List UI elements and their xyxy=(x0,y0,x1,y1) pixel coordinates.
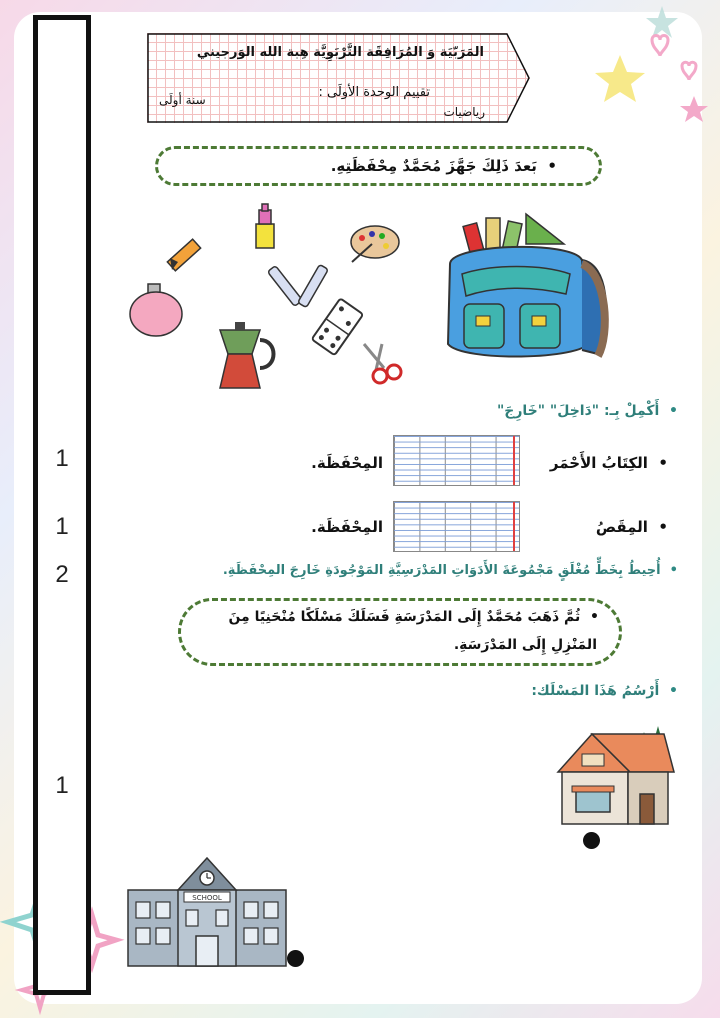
glue-icon xyxy=(256,204,274,248)
scissors-icon xyxy=(364,344,401,383)
pens-icon xyxy=(268,264,329,307)
q1-row1-item-label: الكِتَابُ الأَحْمَر xyxy=(549,454,648,472)
domino-icon xyxy=(312,298,364,355)
perfume-bottle-icon xyxy=(130,284,182,336)
question-2 xyxy=(223,563,678,578)
decorative-stars-icon xyxy=(590,0,720,130)
statement-2-line-1-label: ثُمَّ ذَهَبَ مُحَمَّدٌ إِلَى المَدْرَسَةِ فَسَلَكَ مَسْلَكًا مُنْحَنِيًا مِنَ xyxy=(228,609,581,625)
school-building-icon xyxy=(126,850,288,968)
pencil-icon xyxy=(167,239,200,271)
statement-1-text xyxy=(331,157,557,175)
palette-icon xyxy=(351,226,399,262)
score-q2: 2 xyxy=(55,561,69,588)
coffee-maker-icon xyxy=(220,322,274,388)
statement-2-line-1 xyxy=(228,609,599,625)
statement-2-box xyxy=(178,598,622,666)
eval-title: تقييم الوحدة الأولَى : xyxy=(318,85,430,100)
bullet-icon: • xyxy=(659,403,678,419)
header-box xyxy=(147,33,530,123)
score-q1-row2: 1 xyxy=(55,513,69,540)
q1-row1-answer-box[interactable] xyxy=(393,435,520,486)
statement-1-label: بَعدَ ذَلِكَ جَهَّزَ مُحَمَّدٌ مِحْفَظَتِهِ. xyxy=(330,157,537,175)
school-point-icon xyxy=(287,950,304,967)
bullet-icon: • xyxy=(660,563,678,578)
backpack-icon xyxy=(432,204,612,374)
bullet-icon: • xyxy=(659,683,678,699)
q1-row2-answer-box[interactable] xyxy=(393,501,520,552)
score-q3: 1 xyxy=(55,772,69,799)
question-3 xyxy=(531,683,678,699)
school-supplies-illustration xyxy=(120,198,420,393)
q1-row2-item-label: المِقَصُ xyxy=(595,518,648,536)
statement-2-line-2: المَنْزِلِ إِلَى المَدْرَسَةِ. xyxy=(453,637,597,653)
bullet-icon: • xyxy=(647,454,668,472)
bullet-icon: • xyxy=(580,609,599,625)
house-point-icon xyxy=(583,832,600,849)
statement-1-box xyxy=(155,146,602,186)
score-column xyxy=(33,15,91,995)
question-1-label: أَكْمِلْ بِـ: "دَاخِلَ" "خَارِجَ" xyxy=(496,403,660,419)
question-2-label: أُحِيطُ بِخَطٍّ مُغْلَقٍ مَجْمُوعَةَ الأَدَوَاتِ المَدْرَسِيَّةِ المَوْجُودَةِ خَارِجَ المِحْفَظَةِ. xyxy=(222,563,661,578)
bullet-icon: • xyxy=(536,157,557,175)
bullet-icon: • xyxy=(647,518,668,536)
q1-row2-item xyxy=(596,518,668,536)
q1-row1-item xyxy=(550,454,668,472)
q1-row1-suffix: المِحْفَظَة. xyxy=(311,454,383,472)
subject-label: رياضيات xyxy=(443,105,485,119)
teacher-line: المَرَبّيَة وَ المُرَافِقَة التَّرْبَوِيَّة هِبة الله الوَرجيني xyxy=(196,45,484,60)
house-icon xyxy=(548,718,688,830)
question-1 xyxy=(497,403,678,419)
q1-row2-suffix: المِحْفَظَة. xyxy=(311,518,383,536)
score-q1-row1: 1 xyxy=(55,445,69,472)
question-3-label: أَرْسُمُ هَذَا المَسْلَك: xyxy=(531,683,660,699)
level-label: سنة أولَى xyxy=(159,93,206,107)
school-sign: SCHOOL xyxy=(192,894,222,902)
